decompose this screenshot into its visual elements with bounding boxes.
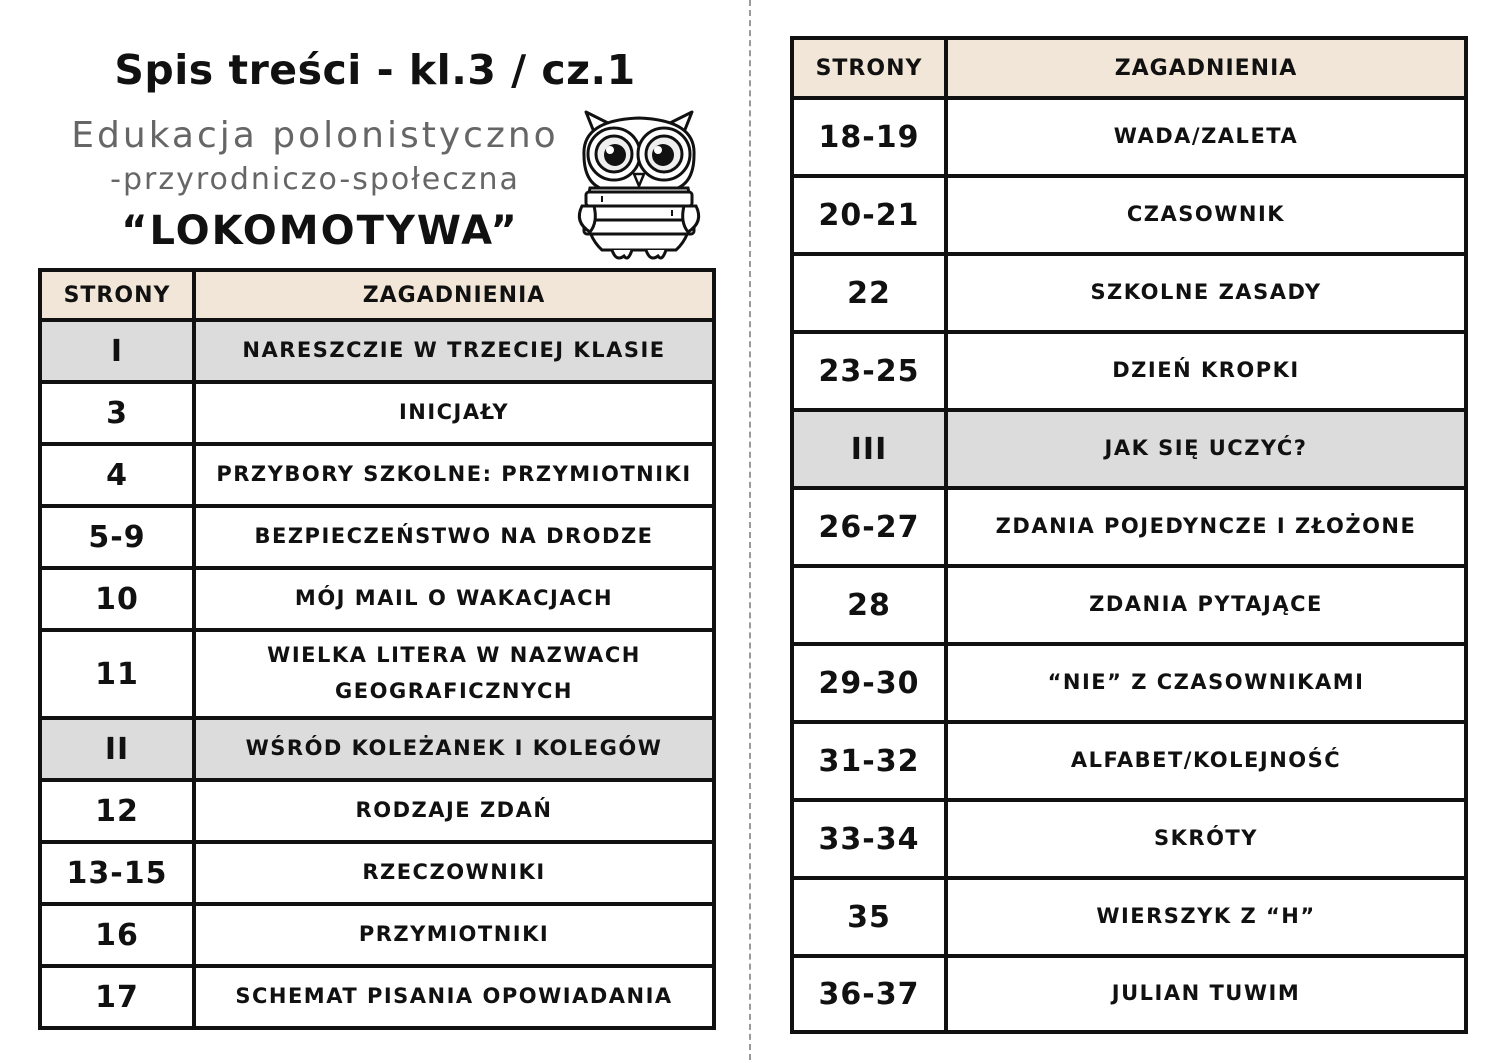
- table-row: [792, 956, 1466, 1032]
- topic-cell: RZECZOWNIKI: [194, 842, 714, 904]
- toc-table-right: [790, 36, 1468, 1034]
- table-header-row: [40, 270, 714, 320]
- page-range-cell: 3: [40, 382, 194, 444]
- toc-table-right-body: [792, 38, 1466, 1032]
- book-title: “LOKOMOTYWA”: [121, 208, 519, 254]
- topic-cell: NARESZCZIE W TRZECIEJ KLASIE: [194, 320, 714, 382]
- page-range-cell: II: [40, 718, 194, 780]
- table-row: [792, 332, 1466, 410]
- topic-cell: PRZYBORY SZKOLNE: PRZYMIOTNIKI: [194, 444, 714, 506]
- header-pages: STRONY: [40, 270, 194, 320]
- topic-cell: ZDANIA PYTAJĄCE: [946, 566, 1466, 644]
- page-range-cell: 20-21: [792, 176, 946, 254]
- table-row: [40, 506, 714, 568]
- page-title: Spis treści - kl.3 / cz.1: [114, 46, 636, 94]
- page-range-cell: 17: [40, 966, 194, 1028]
- table-row: [40, 444, 714, 506]
- table-row: [40, 842, 714, 904]
- page-range-cell: 18-19: [792, 98, 946, 176]
- table-row: [40, 630, 714, 718]
- page-range-cell: 35: [792, 878, 946, 956]
- owl-with-books-icon: [572, 110, 706, 265]
- topic-cell: JAK SIĘ UCZYĆ?: [946, 410, 1466, 488]
- topic-cell: INICJAŁY: [194, 382, 714, 444]
- table-row: [792, 644, 1466, 722]
- table-row: [792, 878, 1466, 956]
- header-pages: STRONY: [792, 38, 946, 98]
- page-range-cell: 22: [792, 254, 946, 332]
- table-row: [40, 780, 714, 842]
- table-row: [40, 568, 714, 630]
- table-row: [792, 176, 1466, 254]
- page-range-cell: 33-34: [792, 800, 946, 878]
- page-range-cell: 12: [40, 780, 194, 842]
- page-range-cell: I: [40, 320, 194, 382]
- section-row: [792, 410, 1466, 488]
- table-row: [792, 566, 1466, 644]
- topic-cell: CZASOWNIK: [946, 176, 1466, 254]
- table-row: [792, 800, 1466, 878]
- header-topics: ZAGADNIENIA: [194, 270, 714, 320]
- page-range-cell: 31-32: [792, 722, 946, 800]
- table-header-row: [792, 38, 1466, 98]
- page-range-cell: 4: [40, 444, 194, 506]
- topic-cell: WADA/ZALETA: [946, 98, 1466, 176]
- subtitle-line-1: Edukacja polonistyczno: [71, 115, 559, 156]
- page-fold-divider: [749, 0, 751, 1060]
- header-topics: ZAGADNIENIA: [946, 38, 1466, 98]
- page-range-cell: 13-15: [40, 842, 194, 904]
- topic-cell: ALFABET/KOLEJNOŚĆ: [946, 722, 1466, 800]
- page-range-cell: 23-25: [792, 332, 946, 410]
- topic-cell: PRZYMIOTNIKI: [194, 904, 714, 966]
- topic-cell: ZDANIA POJEDYNCZE I ZŁOŻONE: [946, 488, 1466, 566]
- page-range-cell: III: [792, 410, 946, 488]
- subtitle-line-2: -przyrodniczo-społeczna: [110, 162, 520, 197]
- topic-cell: WIELKA LITERA W NAZWACH GEOGRAFICZNYCH: [194, 630, 714, 718]
- topic-cell: RODZAJE ZDAŃ: [194, 780, 714, 842]
- section-row: [40, 320, 714, 382]
- table-row: [792, 254, 1466, 332]
- topic-cell: SZKOLNE ZASADY: [946, 254, 1466, 332]
- topic-cell: SKRÓTY: [946, 800, 1466, 878]
- topic-cell: SCHEMAT PISANIA OPOWIADANIA: [194, 966, 714, 1028]
- section-row: [40, 718, 714, 780]
- toc-table-left-body: [40, 270, 714, 1028]
- table-row: [792, 722, 1466, 800]
- topic-cell: BEZPIECZEŃSTWO NA DRODZE: [194, 506, 714, 568]
- page-range-cell: 10: [40, 568, 194, 630]
- page-range-cell: 16: [40, 904, 194, 966]
- table-row: [40, 382, 714, 444]
- toc-table-left: [38, 268, 716, 1030]
- page-range-cell: 26-27: [792, 488, 946, 566]
- topic-cell: WŚRÓD KOLEŻANEK I KOLEGÓW: [194, 718, 714, 780]
- table-row: [40, 904, 714, 966]
- topic-cell: JULIAN TUWIM: [946, 956, 1466, 1032]
- topic-cell: “NIE” Z CZASOWNIKAMI: [946, 644, 1466, 722]
- page-range-cell: 5-9: [40, 506, 194, 568]
- topic-cell: MÓJ MAIL O WAKACJACH: [194, 568, 714, 630]
- topic-cell: WIERSZYK Z “H”: [946, 878, 1466, 956]
- page-range-cell: 29-30: [792, 644, 946, 722]
- page-range-cell: 36-37: [792, 956, 946, 1032]
- table-row: [792, 488, 1466, 566]
- page-range-cell: 11: [40, 630, 194, 718]
- page-range-cell: 28: [792, 566, 946, 644]
- table-row: [40, 966, 714, 1028]
- table-row: [792, 98, 1466, 176]
- topic-cell: DZIEŃ KROPKI: [946, 332, 1466, 410]
